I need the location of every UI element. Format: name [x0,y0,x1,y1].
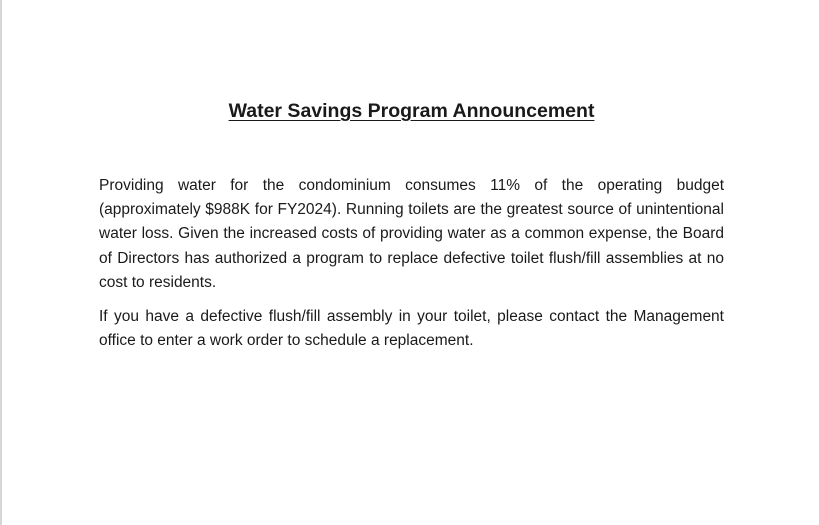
document-page [99,96,724,353]
page-edge-divider [0,0,2,525]
paragraph-program-description: Providing water for the condominium consumes 11% of the operating budget (approximately $988K for FY2024). Running toilets are the greatest source of unintentional water loss. Given the increased costs of providing water as a common expense, the Board of Directors has authorized a program to replace defective toilet flush/fill assemblies at no cost to residents. [99,177,724,291]
document-title: Water Savings Program Announcement [228,100,595,122]
paragraph-contact-instructions: If you have a defective flush/fill assembly in your toilet, please contact the Management office to enter a work order to schedule a replacement. [99,308,724,350]
